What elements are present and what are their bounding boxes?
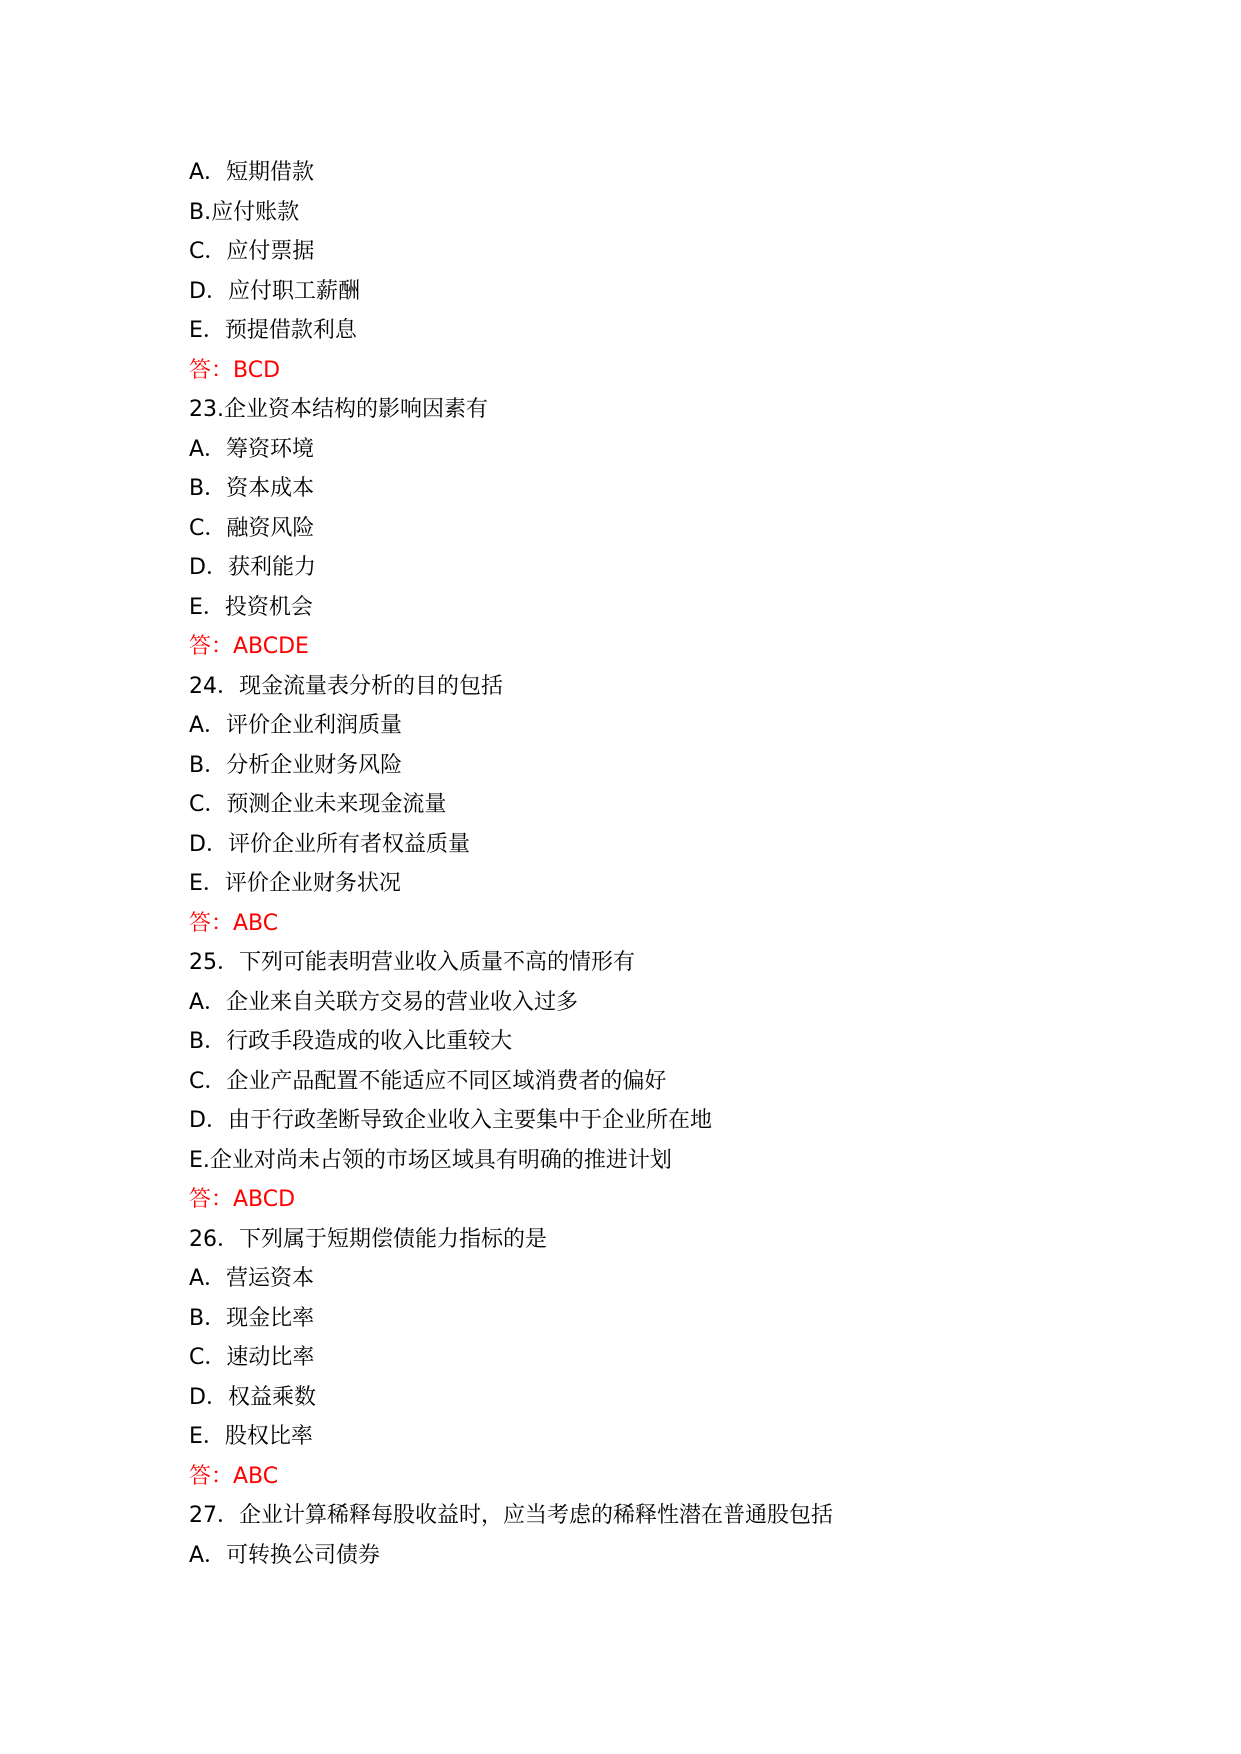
option-line: E．股权比率 — [189, 1424, 313, 1449]
option-line: C．应付票据 — [189, 239, 315, 264]
option-line: E．投资机会 — [189, 594, 313, 620]
option-line: B．分析企业财务风险 — [189, 752, 403, 778]
answer-line: 答：ABCDE — [189, 634, 309, 659]
option-line: B．资本成本 — [189, 476, 315, 501]
answer-line: 答：ABC — [189, 910, 279, 936]
option-line: A．可转换公司债券 — [189, 1542, 381, 1568]
option-line: A．企业来自关联方交易的营业收入过多 — [189, 989, 579, 1015]
option-line: A．短期借款 — [189, 160, 315, 185]
option-line: D．获利能力 — [189, 555, 316, 580]
option-line: E．预提借款利息 — [189, 318, 357, 343]
question-line: 27．企业计算稀释每股收益时，应当考虑的稀释性潜在普通股包括 — [189, 1503, 833, 1528]
option-line: E.企业对尚未占领的市场区域具有明确的推进计划 — [189, 1147, 672, 1173]
option-line: A．筹资环境 — [189, 436, 315, 462]
question-line: 24．现金流量表分析的目的包括 — [189, 673, 503, 699]
option-line: C．预测企业未来现金流量 — [189, 792, 447, 817]
option-line: D．由于行政垄断导致企业收入主要集中于企业所在地 — [189, 1108, 712, 1133]
option-line: D．评价企业所有者权益质量 — [189, 831, 470, 857]
option-line: C．企业产品配置不能适应不同区域消费者的偏好 — [189, 1068, 667, 1094]
answer-line: 答：ABC — [189, 1463, 279, 1489]
option-line: D．权益乘数 — [189, 1384, 316, 1410]
option-line: B．行政手段造成的收入比重较大 — [189, 1029, 513, 1054]
answer-line: 答：BCD — [189, 357, 281, 383]
option-line: A．营运资本 — [189, 1266, 315, 1291]
question-line: 25．下列可能表明营业收入质量不高的情形有 — [189, 950, 635, 975]
option-line: C．融资风险 — [189, 515, 315, 541]
option-line: E．评价企业财务状况 — [189, 871, 401, 896]
option-line: D．应付职工薪酬 — [189, 278, 360, 304]
question-line: 23.企业资本结构的影响因素有 — [189, 397, 488, 422]
option-line: A．评价企业利润质量 — [189, 713, 403, 738]
document-page — [189, 153, 1189, 1575]
option-line: C．速动比率 — [189, 1345, 315, 1370]
question-line: 26．下列属于短期偿债能力指标的是 — [189, 1226, 547, 1252]
option-line: B．现金比率 — [189, 1305, 315, 1331]
option-line: B.应付账款 — [189, 199, 300, 225]
answer-line: 答：ABCD — [189, 1187, 296, 1212]
